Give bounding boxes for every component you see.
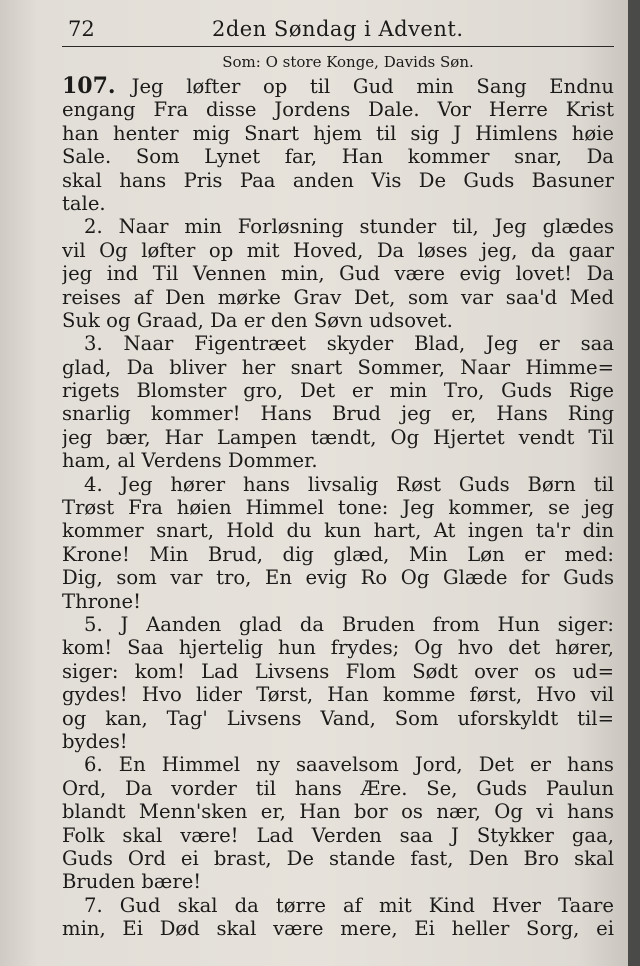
- verse-line: 4. Jeg hører hans livsalig Røst Guds Børn til: [84, 472, 614, 496]
- verse-line: engang Fra disse Jordens Dale. Vor Herre Krist: [62, 98, 614, 122]
- verse-line: Trøst Fra høien Himmel tone: Jeg kommer, se jeg: [62, 496, 614, 520]
- verse-line: Dig, som var tro, En evig Ro Og Glæde for Guds: [62, 566, 614, 590]
- verse-line: han henter mig Snart hjem til sig J Himlens høie: [62, 121, 614, 145]
- verse-line: snarlig kommer! Hans Brud jeg er, Hans Ring: [62, 402, 614, 426]
- verse-line: Suk og Graad, Da er den Søvn udsovet.: [62, 308, 453, 332]
- verse-line: Folk skal være! Lad Verden saa J Stykker gaa,: [62, 823, 614, 847]
- verse-line: 3. Naar Figentræet skyder Blad, Jeg er saa: [84, 332, 614, 356]
- verse-line: min, Ei Død skal være mere, Ei heller Sorg, ei: [62, 917, 614, 941]
- verse-line: rigets Blomster gro, Det er min Tro, Guds Rige: [62, 379, 614, 403]
- page-number: 72: [68, 17, 95, 41]
- verse-line: 7. Gud skal da tørre af mit Kind Hver Taare: [84, 893, 614, 917]
- verse-line: tale.: [62, 191, 106, 215]
- verse-line: Guds Ord ei brast, De stande fast, Den Bro skal: [62, 846, 614, 870]
- melody-reference: Som: O store Konge, Davids Søn.: [222, 53, 474, 71]
- verse-line: jeg ind Til Vennen min, Gud være evig lovet! Da: [62, 262, 614, 286]
- verse-line: gydes! Hvo lider Tørst, Han komme først, Hvo vil: [62, 683, 614, 707]
- verse-line: vil Og løfter op mit Hoved, Da løses jeg, da gaar: [62, 238, 614, 262]
- verse-line: kom! Saa hjertelig hun frydes; Og hvo det hører,: [62, 636, 614, 660]
- verse-line: ham, al Verdens Dommer.: [62, 449, 318, 473]
- verse-line: Sale. Som Lynet far, Han kommer snar, Da: [62, 145, 614, 169]
- running-title: 2den Søndag i Advent.: [212, 17, 464, 41]
- verse-line: og kan, Tag' Livsens Vand, Som uforskyldt til=: [62, 706, 614, 730]
- verse-line: blandt Menn'sken er, Han bor os nær, Og vi hans: [62, 800, 614, 824]
- verse-line: reises af Den mørke Grav Det, som var saa'd Med: [62, 285, 614, 309]
- verse-line: jeg bær, Har Lampen tændt, Og Hjertet vendt Til: [62, 425, 614, 449]
- verse-line: 6. En Himmel ny saavelsom Jord, Det er hans: [84, 753, 614, 777]
- verse-line: Bruden bære!: [62, 870, 202, 894]
- verse-line: 2. Naar min Forløsning stunder til, Jeg glædes: [84, 215, 614, 239]
- verse-line: Ord, Da vorder til hans Ære. Se, Guds Paulun: [62, 776, 614, 800]
- verse-line: kommer snart, Hold du kun hart, At ingen ta'r din: [62, 519, 614, 543]
- verse-line: siger: kom! Lad Livsens Flom Sødt over os ud=: [62, 659, 614, 683]
- verse-line: glad, Da bliver her snart Sommer, Naar Himme=: [62, 355, 614, 379]
- verse-line: Krone! Min Brud, dig glæd, Min Løn er med:: [62, 542, 614, 566]
- verse-line: 107. Jeg løfter op til Gud min Sang Endnu: [62, 75, 614, 99]
- hymn-number: 107.: [62, 75, 116, 99]
- hymn-text: [62, 75, 614, 940]
- verse-line: Throne!: [62, 589, 141, 613]
- page-header: [62, 12, 614, 47]
- verse-line: 5. J Aanden glad da Bruden from Hun siger:: [84, 612, 614, 636]
- verse-line: skal hans Pris Paa anden Vis De Guds Basuner: [62, 168, 614, 192]
- verse-line: bydes!: [62, 729, 128, 753]
